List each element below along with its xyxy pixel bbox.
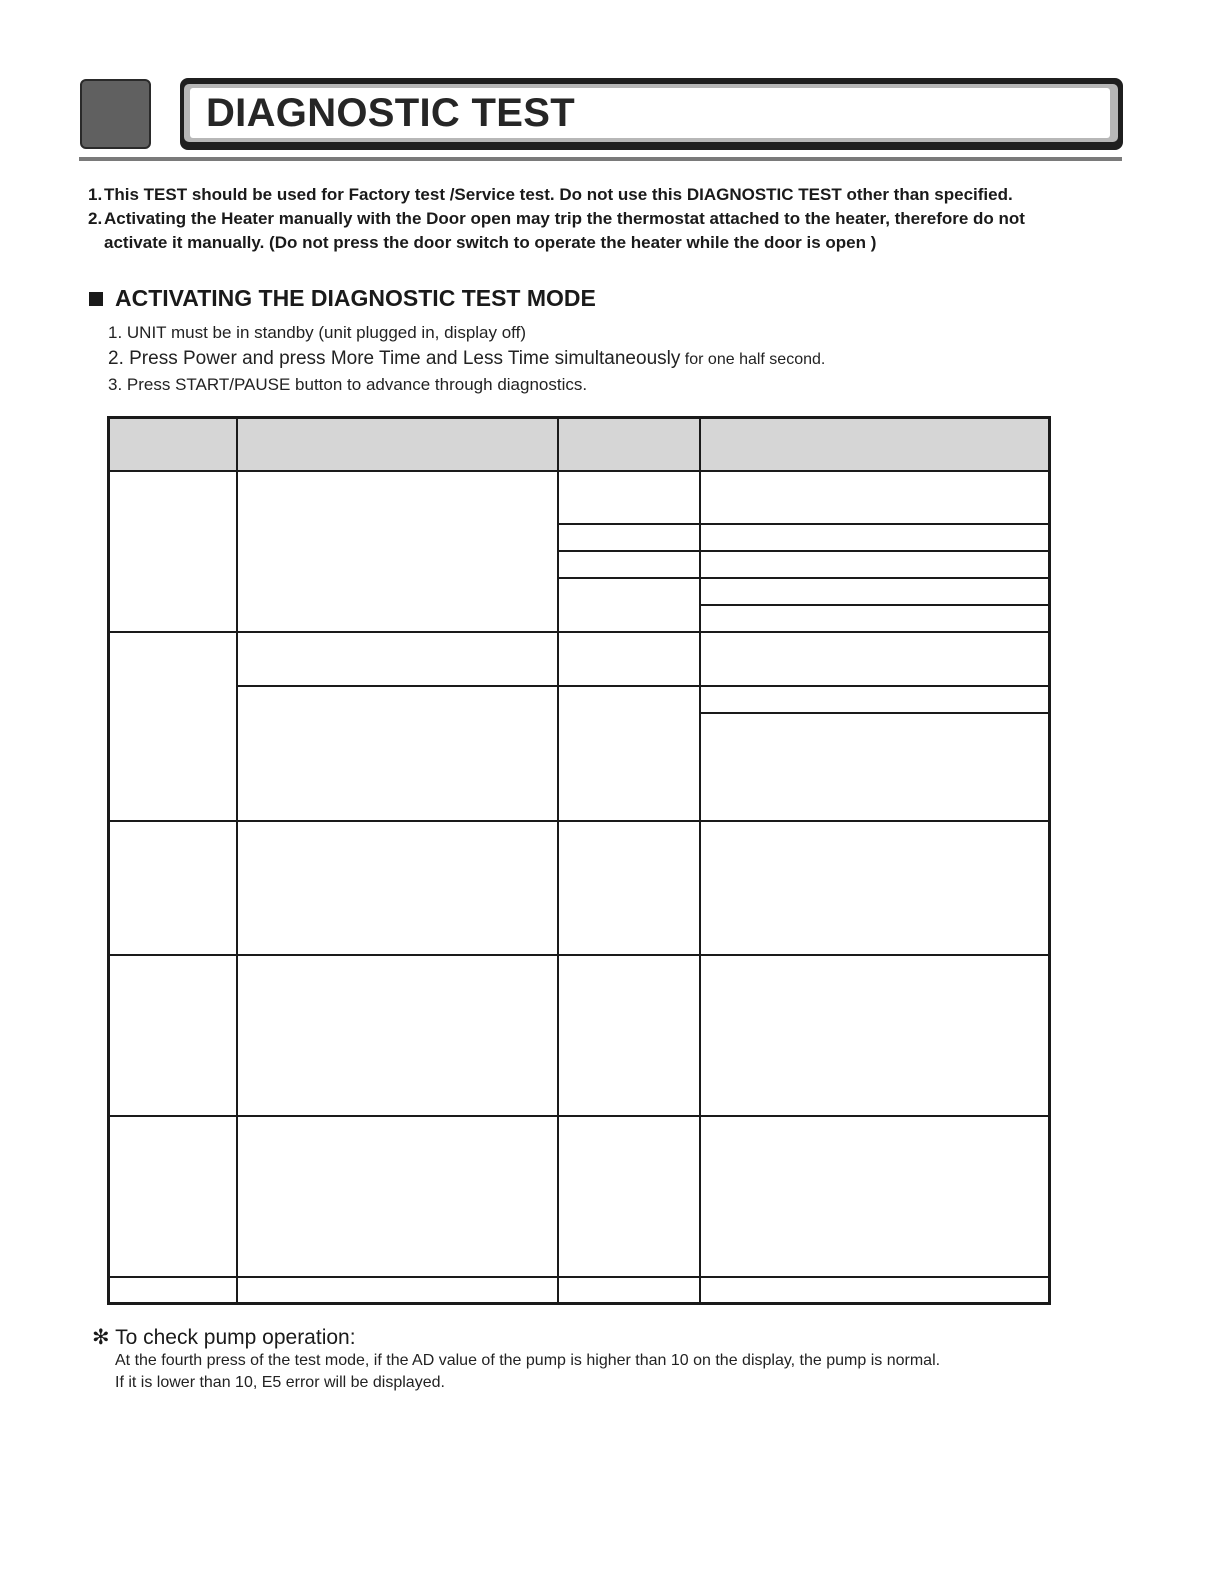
table-cell (558, 1116, 700, 1277)
section-title: ACTIVATING THE DIAGNOSTIC TEST MODE (115, 285, 596, 311)
table-cell (237, 471, 558, 632)
table-cell (700, 713, 1050, 821)
table-cell (558, 471, 700, 524)
table-cell (700, 578, 1050, 605)
table-cell (237, 1277, 558, 1304)
warning-list: 1. This TEST should be used for Factory test /Service test. Do not use this DIAGNOSTIC TEST other than specified. 2. Activating the Heater manually with the Door open may trip the thermostat attached to the heater, therefore do not activate it manually. (Do not press the door switch to operate the heater while the door is open ) (88, 183, 1128, 255)
table-header-cell (558, 418, 700, 471)
table-cell (109, 1277, 237, 1304)
table-row (109, 1116, 1050, 1277)
table-cell (558, 1277, 700, 1304)
step-item: 1. UNIT must be in standby (unit plugged in, display off) (108, 323, 526, 342)
table-cell (109, 632, 237, 821)
table-row (109, 686, 1050, 713)
table-row (109, 471, 1050, 524)
table-cell (558, 686, 700, 821)
note-line: If it is lower than 10, E5 error will be displayed. (115, 1374, 445, 1391)
table-cell (237, 821, 558, 955)
header-badge (80, 79, 151, 149)
table-cell (700, 1277, 1050, 1304)
table-header-row (109, 418, 1050, 471)
square-bullet-icon (89, 292, 103, 306)
step-list (108, 320, 825, 398)
table-row (109, 1277, 1050, 1304)
table-cell (237, 1116, 558, 1277)
table-cell (237, 955, 558, 1116)
step-item: 3. Press START/PAUSE button to advance through diagnostics. (108, 375, 588, 394)
table-cell (700, 1116, 1050, 1277)
table-cell (558, 551, 700, 578)
table-cell (558, 821, 700, 955)
table-cell (700, 471, 1050, 524)
asterisk-icon: ✻ (92, 1326, 110, 1349)
header-divider (79, 157, 1122, 161)
table-cell (700, 955, 1050, 1116)
table-cell (558, 578, 700, 632)
table-cell (558, 632, 700, 686)
table-cell (700, 686, 1050, 713)
table-cell (558, 524, 700, 551)
table-header-cell (237, 418, 558, 471)
warning-item: 1. This TEST should be used for Factory test /Service test. Do not use this DIAGNOSTIC TEST other than specified. (88, 185, 1013, 204)
table-cell (558, 955, 700, 1116)
step-item: 2. Press Power and press More Time and Less Time simultaneously for one half second. (108, 348, 826, 369)
table-row (109, 821, 1050, 955)
note-title: ✻ To check pump operation: (92, 1326, 356, 1349)
table-cell (700, 632, 1050, 686)
diagnostic-table (107, 416, 1051, 1305)
table-cell (109, 955, 237, 1116)
table-cell (237, 632, 558, 686)
table-cell (109, 1116, 237, 1277)
note-line: At the fourth press of the test mode, if the AD value of the pump is higher than 10 on the display, the pump is normal. (115, 1352, 941, 1369)
table-row (109, 955, 1050, 1116)
table-cell (109, 471, 237, 632)
table-header-cell (700, 418, 1050, 471)
table-cell (700, 605, 1050, 632)
table-cell (700, 551, 1050, 578)
page-title: DIAGNOSTIC TEST (206, 91, 575, 135)
table-cell (700, 821, 1050, 955)
table-row (109, 632, 1050, 686)
warning-item: 2. Activating the Heater manually with the Door open may trip the thermostat attached to the heater, therefore do not (88, 209, 1025, 228)
table-cell (109, 821, 237, 955)
table-cell (700, 524, 1050, 551)
table-cell (237, 686, 558, 821)
table-header-cell (109, 418, 237, 471)
